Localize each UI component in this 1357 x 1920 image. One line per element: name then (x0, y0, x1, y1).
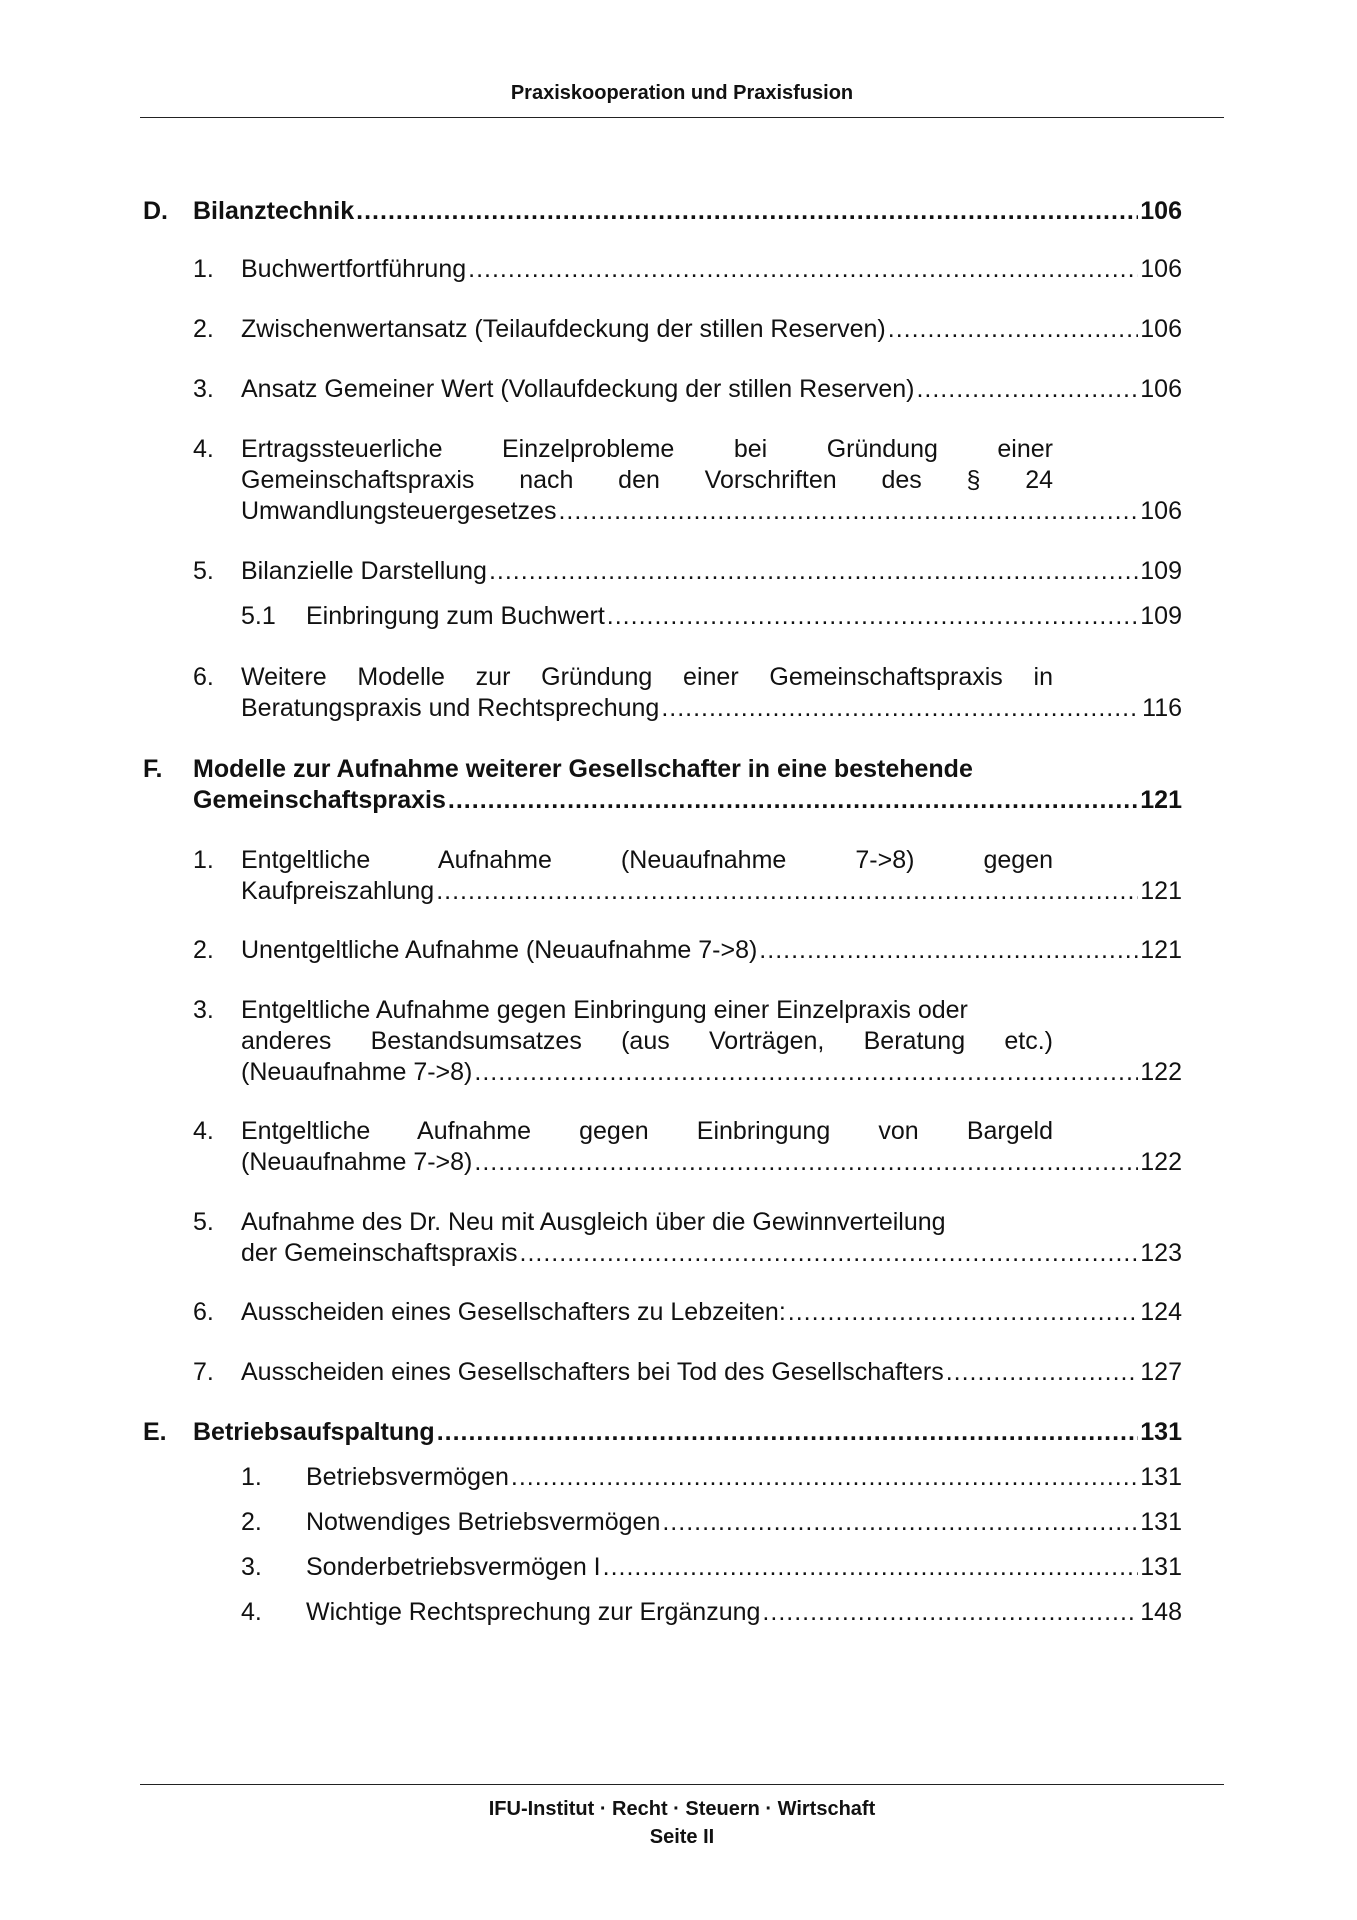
toc-page: 122 (1140, 1058, 1182, 1086)
toc-page: 106 (1140, 375, 1182, 403)
page-footer (140, 1795, 1224, 1851)
toc-title-line: Ertragssteuerliche Einzelprobleme bei Gründung einer (241, 435, 1053, 463)
toc-title: Ansatz Gemeiner Wert (Vollaufdeckung der stillen Reserven) (241, 375, 915, 403)
toc-page: 148 (1140, 1598, 1182, 1626)
toc-number: 7. (193, 1358, 214, 1386)
toc-leader (448, 785, 1138, 816)
toc-page: 106 (1140, 497, 1182, 525)
toc-title: Sonderbetriebsvermögen I (306, 1553, 601, 1581)
toc-number: 5. (193, 1208, 214, 1236)
footer-rule (140, 1784, 1224, 1785)
toc-leader (511, 1462, 1138, 1493)
toc-leader (946, 1357, 1139, 1388)
toc-leader (607, 601, 1139, 632)
toc-number: 6. (193, 1298, 214, 1326)
toc-number: 4. (193, 435, 214, 463)
toc-title-line: (Neuaufnahme 7->8) (241, 1058, 473, 1086)
footer-page-number: Seite II (649, 1826, 715, 1848)
toc-leader (759, 935, 1138, 966)
toc-title: Notwendiges Betriebsvermögen (306, 1508, 661, 1536)
toc-number: 2. (193, 315, 214, 343)
toc-title-line: (Neuaufnahme 7->8) (241, 1148, 473, 1176)
toc-leader (356, 196, 1138, 227)
toc-page: 127 (1140, 1358, 1182, 1386)
toc-number: 5. (193, 557, 214, 585)
toc-title: Betriebsvermögen (306, 1463, 509, 1491)
toc-number: 2. (241, 1508, 262, 1536)
toc-page: 131 (1140, 1463, 1182, 1491)
toc-page: 131 (1140, 1418, 1182, 1446)
toc-title: Einbringung zum Buchwert (306, 602, 605, 630)
toc-leader (558, 496, 1138, 527)
toc-title-line: Entgeltliche Aufnahme (Neuaufnahme 7->8) gegen (241, 846, 1053, 874)
toc-leader (788, 1297, 1139, 1328)
toc-number: 6. (193, 663, 214, 691)
toc-title-line: Umwandlungsteuergesetzes (241, 497, 557, 525)
toc-title: Unentgeltliche Aufnahme (Neuaufnahme 7->8) (241, 936, 758, 964)
toc-number: 2. (193, 936, 214, 964)
toc-number: 3. (193, 996, 214, 1024)
toc-number: 1. (241, 1463, 262, 1491)
toc-page: 121 (1140, 877, 1182, 905)
toc-title-line: Entgeltliche Aufnahme gegen Einbringung von Bargeld (241, 1117, 1053, 1145)
toc-page: 123 (1140, 1239, 1182, 1267)
toc-title-line: Entgeltliche Aufnahme gegen Einbringung einer Einzelpraxis oder (241, 996, 968, 1024)
toc-leader (661, 693, 1140, 724)
toc-leader (662, 1507, 1138, 1538)
toc-number: 4. (193, 1117, 214, 1145)
toc-number: 4. (241, 1598, 262, 1626)
toc-title: Bilanzielle Darstellung (241, 557, 487, 585)
toc-page: 109 (1140, 557, 1182, 585)
toc-title: Betriebsaufspaltung (193, 1418, 435, 1446)
toc-number: 3. (193, 375, 214, 403)
toc-leader (762, 1597, 1138, 1628)
toc-number: E. (143, 1418, 167, 1446)
toc-page: 131 (1140, 1553, 1182, 1581)
toc-title-line: Aufnahme des Dr. Neu mit Ausgleich über die Gewinnverteilung (241, 1208, 946, 1236)
toc-leader (603, 1552, 1139, 1583)
toc-title: Ausscheiden eines Gesellschafters zu Lebzeiten: (241, 1298, 786, 1326)
toc-number: 1. (193, 255, 214, 283)
toc-leader (436, 876, 1138, 907)
toc-page: 106 (1140, 315, 1182, 343)
toc-number: D. (143, 197, 168, 225)
toc-number: 3. (241, 1553, 262, 1581)
toc-leader (474, 1147, 1138, 1178)
toc-title-line: Beratungspraxis und Rechtsprechung (241, 694, 660, 722)
toc-page: 122 (1140, 1148, 1182, 1176)
toc-title-line: der Gemeinschaftspraxis (241, 1239, 518, 1267)
toc-page: 121 (1140, 786, 1182, 814)
toc-title: Bilanztechnik (193, 197, 355, 225)
toc-page: 124 (1140, 1298, 1182, 1326)
toc-page: 121 (1140, 936, 1182, 964)
toc-title: Wichtige Rechtsprechung zur Ergänzung (306, 1598, 761, 1626)
toc-title-line: anderes Bestandsumsatzes (aus Vorträgen, Beratung etc.) (241, 1027, 1053, 1055)
toc-title: Ausscheiden eines Gesellschafters bei Tod des Gesellschafters (241, 1358, 944, 1386)
toc-title: Zwischenwertansatz (Teilaufdeckung der stillen Reserven) (241, 315, 886, 343)
toc-page: 109 (1140, 602, 1182, 630)
toc-page: 116 (1142, 694, 1182, 722)
toc-leader (468, 254, 1138, 285)
toc-title-line: Gemeinschaftspraxis nach den Vorschriften des § 24 (241, 466, 1053, 494)
toc-title-line: Gemeinschaftspraxis (193, 786, 446, 814)
toc-title-line: Modelle zur Aufnahme weiterer Gesellschafter in eine bestehende (193, 755, 973, 783)
toc-page: 131 (1140, 1508, 1182, 1536)
toc-number: 5.1 (241, 602, 276, 630)
toc-leader (474, 1057, 1138, 1088)
toc-leader (888, 314, 1139, 345)
toc-page: 106 (1140, 197, 1182, 225)
toc-number: F. (143, 755, 163, 783)
toc-leader (437, 1417, 1139, 1448)
footer-institute: IFU-Institut · Recht · Steuern · Wirtschaft (488, 1798, 876, 1820)
toc-number: 1. (193, 846, 214, 874)
toc-page: 106 (1140, 255, 1182, 283)
toc-title: Buchwertfortführung (241, 255, 467, 283)
toc-leader (520, 1238, 1139, 1269)
toc-leader (489, 556, 1138, 587)
toc-title-line: Weitere Modelle zur Gründung einer Gemeinschaftspraxis in (241, 663, 1053, 691)
toc-title-line: Kaufpreiszahlung (241, 877, 435, 905)
page-header-title: Praxiskooperation und Praxisfusion (510, 82, 854, 104)
toc-leader (916, 374, 1138, 405)
